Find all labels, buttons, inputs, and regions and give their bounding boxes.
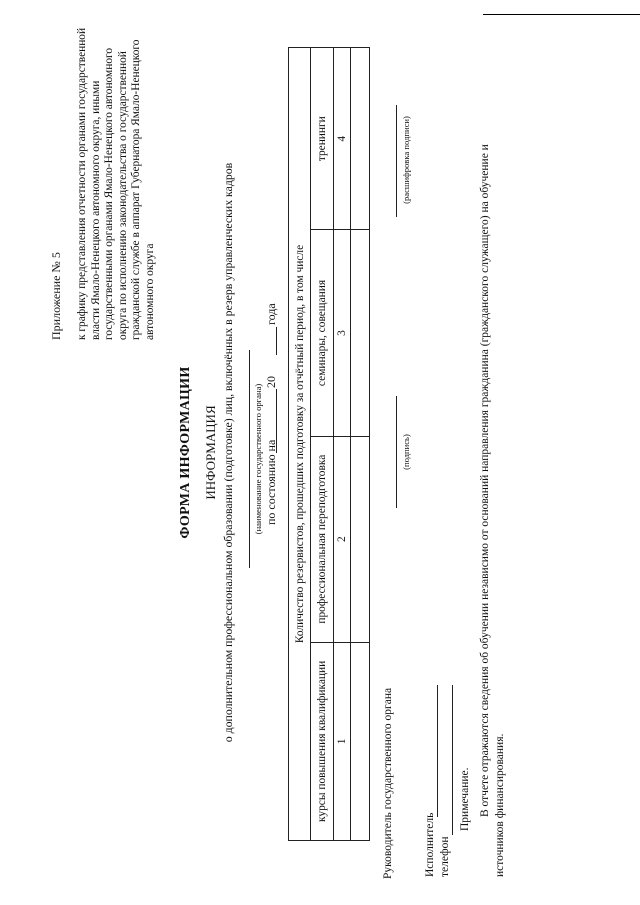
table-cell[interactable]: [351, 436, 370, 642]
document-description: о дополнительном профессиональном образовании (подготовке) лиц, включённых в резерв управленческих кадров: [221, 162, 235, 743]
as-of-suffix: года: [264, 303, 278, 325]
table-columns-row: [311, 48, 334, 841]
as-of-year-prefix: 20: [264, 376, 278, 388]
table-cell[interactable]: [351, 48, 370, 230]
column-header: тренинги: [311, 48, 334, 230]
year-blank-line: [276, 327, 277, 355]
column-header: курсы повышения квалификации: [311, 642, 334, 840]
appendix-line: гражданской службе в аппарат Губернатора Ямало-Ненецкого: [130, 39, 143, 340]
column-header: семинары, совещания: [311, 230, 334, 436]
table-cell[interactable]: [351, 642, 370, 840]
executor-label: Исполнитель: [424, 812, 436, 877]
head-of-organ-label: Руководитель государственного органа: [382, 687, 394, 879]
table-row: [351, 48, 370, 841]
organ-name-line: [249, 350, 250, 568]
signature-hint: (подпись): [401, 434, 411, 470]
main-header-cell: Количество резервистов, прошедших подготовку за отчётный период, в том числе: [289, 48, 311, 841]
column-number: 4: [334, 48, 351, 230]
appendix-line: к графику представления отчетности органами государственной: [76, 27, 88, 340]
phone-line[interactable]: [452, 685, 453, 835]
signature-decode-line: [396, 105, 397, 217]
appendix-line: автономного округа: [143, 243, 156, 340]
form-title: ФОРМА ИНФОРМАЦИИ: [178, 366, 193, 539]
appendix-label: Приложение № 5: [49, 252, 63, 340]
signature-line: [396, 396, 397, 508]
appendix-line: округа по исполнению законодательства о государственной: [116, 51, 129, 340]
report-table: [288, 47, 370, 841]
appendix-line: власти Ямало-Ненецкого автономного округа, иными: [89, 80, 102, 340]
column-number: 2: [334, 436, 351, 642]
column-number: 1: [334, 642, 351, 840]
executor-line[interactable]: [437, 685, 438, 817]
appendix-line: государственными органами Ямало-Ненецкого автономного: [103, 47, 116, 340]
table-cell[interactable]: [351, 230, 370, 436]
signature-decode-hint: (расшифровка подписи): [401, 116, 411, 204]
phone-label: телефон: [439, 836, 451, 877]
document-title: ИНФОРМАЦИЯ: [203, 405, 218, 500]
column-number: 3: [334, 230, 351, 436]
date-blank-line: [276, 389, 277, 453]
appendix-text: [76, 20, 158, 340]
note-text-line: источников финансирования.: [494, 733, 506, 877]
note-text-line: В отчете отражаются сведения об обучении независимо от оснований направления гражданина (гражданского служащего) на обучение и: [479, 144, 491, 817]
table-row: [334, 48, 351, 841]
organ-name-hint: (наименование государственного органа): [253, 383, 263, 535]
note-heading: Примечание.: [459, 767, 471, 831]
as-of-prefix: по состоянию на: [264, 439, 278, 525]
column-header: профессиональная переподготовка: [311, 436, 334, 642]
table-header-row: [289, 48, 311, 841]
